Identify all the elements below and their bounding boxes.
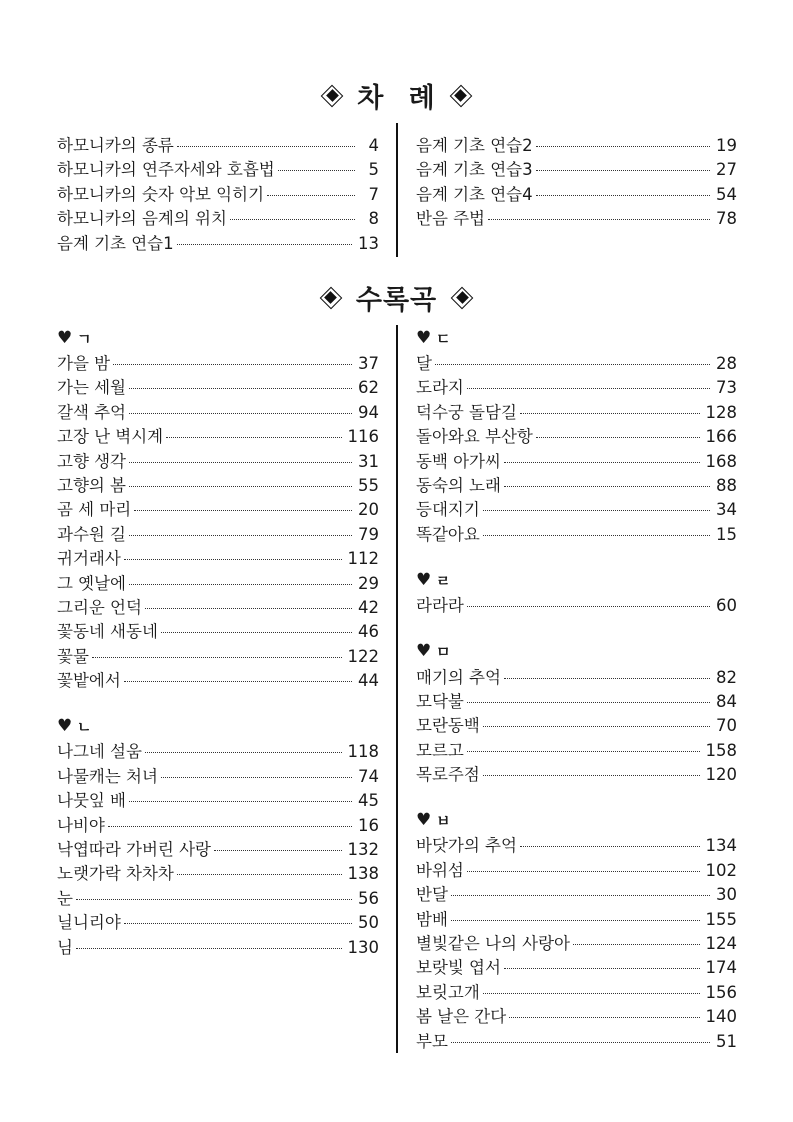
entry-title: 봄 날은 간다 (416, 1007, 507, 1027)
entry-title: 과수원 길 (57, 524, 127, 544)
page-number: 156 (705, 982, 737, 1002)
page-number: 51 (716, 1031, 737, 1051)
page-number: 130 (347, 937, 379, 957)
page-number: 132 (347, 840, 379, 860)
heart-icon: ♥ (416, 327, 432, 348)
entry-title: 음계 기초 연습1 (57, 233, 174, 253)
column-divider (396, 123, 398, 257)
dot-leader (161, 631, 352, 633)
page-number: 155 (705, 909, 737, 929)
entry-title: 닐니리야 (57, 913, 121, 933)
entry-title: 밤배 (416, 909, 448, 929)
entry-title: 부모 (416, 1031, 448, 1051)
dot-leader (483, 774, 700, 776)
group-heading (57, 714, 379, 738)
dot-leader (451, 919, 700, 921)
dot-leader (177, 145, 355, 147)
toc-entry[interactable] (57, 763, 379, 787)
heart-icon: ♥ (416, 569, 432, 590)
toc-entry[interactable] (57, 934, 379, 958)
page-number: 4 (368, 136, 379, 155)
page-number: 158 (705, 740, 737, 760)
entry-title: 가는 세월 (57, 378, 127, 398)
toc-entry[interactable] (416, 181, 737, 205)
heart-icon: ♥ (416, 641, 432, 662)
toc-entry[interactable] (416, 205, 737, 229)
page-number: 128 (705, 402, 737, 422)
dot-leader (129, 534, 352, 536)
diamond-icon (450, 85, 472, 107)
page-number: 82 (716, 667, 737, 687)
entry-title: 고향 생각 (57, 451, 127, 471)
page-number: 118 (347, 742, 379, 762)
group-initial: ㄴ (77, 717, 92, 736)
toc-entry[interactable] (57, 230, 379, 254)
entry-title: 고장 난 벽시계 (57, 427, 164, 447)
toc-entry[interactable] (57, 885, 379, 909)
dot-leader (129, 583, 352, 585)
dot-leader (124, 558, 342, 560)
entry-title: 꽃밭에서 (57, 671, 121, 691)
toc-entry[interactable] (416, 1003, 737, 1027)
dot-leader (483, 509, 710, 511)
toc-entry[interactable] (57, 836, 379, 860)
toc-entry[interactable] (416, 857, 737, 881)
page-number: 29 (358, 573, 379, 593)
page-number: 112 (347, 549, 379, 569)
page-number: 44 (358, 671, 379, 691)
entry-title: 곰 세 마리 (57, 500, 132, 520)
toc-entry[interactable] (416, 132, 737, 156)
toc-entry[interactable] (416, 930, 737, 954)
toc-entry[interactable] (57, 643, 379, 667)
dot-leader (483, 534, 710, 536)
dot-leader (504, 485, 710, 487)
entry-title: 매기의 추억 (416, 667, 501, 687)
toc-entry[interactable] (416, 832, 737, 856)
diamond-icon (320, 287, 342, 309)
dot-leader (129, 461, 352, 463)
entry-title: 바닷가의 추억 (416, 836, 517, 856)
entry-title: 별빛같은 나의 사랑아 (416, 934, 570, 954)
toc-entry[interactable] (57, 787, 379, 811)
toc-entry[interactable] (57, 472, 379, 496)
page-number: 37 (358, 354, 379, 373)
dot-leader (124, 922, 352, 924)
page-number: 70 (716, 716, 737, 736)
page-number: 88 (716, 475, 737, 495)
toc-entry[interactable] (57, 448, 379, 472)
dot-leader (278, 169, 355, 171)
toc-entry[interactable] (416, 1028, 737, 1052)
dot-leader (129, 387, 352, 389)
entry-title: 모란동백 (416, 716, 480, 736)
group-spacer (57, 691, 379, 714)
entry-title: 덕수궁 돌담길 (416, 402, 517, 422)
page-number: 60 (716, 596, 737, 616)
entry-title: 나비야 (57, 815, 105, 835)
dot-leader (76, 898, 352, 900)
toc-entry[interactable] (416, 979, 737, 1003)
group-initial: ㅂ (436, 811, 451, 830)
page-number: 140 (705, 1007, 737, 1027)
group-initial: ㅁ (436, 643, 451, 662)
toc-entry[interactable] (416, 374, 737, 398)
heart-icon: ♥ (57, 715, 73, 736)
entry-title: 동숙의 노래 (416, 475, 501, 495)
toc-entry[interactable] (416, 156, 737, 180)
group-spacer (416, 785, 737, 808)
page-number: 45 (358, 791, 379, 811)
entry-title: 그 옛날에 (57, 573, 127, 593)
dot-leader (483, 725, 710, 727)
page-number: 84 (716, 691, 737, 711)
toc-entry[interactable] (57, 496, 379, 520)
toc-entry[interactable] (57, 374, 379, 398)
dot-leader (435, 363, 710, 365)
page-number: 8 (368, 209, 379, 229)
toc-entry[interactable] (416, 350, 737, 374)
entry-title: 고향의 봄 (57, 475, 127, 495)
toc-entry[interactable] (57, 132, 379, 156)
dot-leader (124, 680, 352, 682)
dot-leader (536, 145, 710, 147)
dot-leader (483, 992, 700, 994)
dot-leader (467, 605, 710, 607)
entry-title: 나뭇잎 배 (57, 791, 127, 811)
page-number: 7 (368, 184, 379, 204)
page-number: 174 (705, 958, 737, 978)
toc-entry[interactable] (416, 954, 737, 978)
entry-title: 그리운 언덕 (57, 597, 142, 617)
dot-leader (467, 701, 710, 703)
toc-entry[interactable] (416, 423, 737, 447)
entry-title: 반달 (416, 885, 448, 905)
dot-leader (129, 485, 352, 487)
dot-leader (177, 873, 342, 875)
page-number: 78 (716, 209, 737, 229)
entry-title: 눈 (57, 888, 73, 908)
contents-right-column (416, 132, 737, 230)
page-number: 168 (705, 451, 737, 471)
songs-left-column (57, 326, 379, 958)
toc-entry[interactable] (57, 860, 379, 884)
toc-entry[interactable] (57, 156, 379, 180)
entry-title: 등대지기 (416, 500, 480, 520)
dot-leader (451, 894, 710, 896)
dot-leader (504, 677, 710, 679)
toc-entry[interactable] (416, 496, 737, 520)
toc-entry[interactable] (416, 737, 737, 761)
dot-leader (509, 1016, 699, 1018)
dot-leader (488, 218, 710, 220)
group-spacer (416, 545, 737, 568)
page-number: 20 (358, 500, 379, 520)
page-number: 56 (358, 888, 379, 908)
songs-title-text: 수록곡 (355, 285, 438, 316)
page-number: 116 (347, 427, 379, 447)
dot-leader (467, 387, 710, 389)
page-number: 54 (716, 184, 737, 204)
page-number: 16 (358, 815, 379, 835)
toc-entry[interactable] (416, 761, 737, 785)
group-initial: ㄱ (77, 329, 92, 348)
dot-leader (230, 218, 355, 220)
entry-title: 똑같아요 (416, 524, 480, 544)
entry-title: 노랫가락 차차차 (57, 864, 174, 884)
dot-leader (134, 509, 352, 511)
page-number: 15 (716, 524, 737, 544)
dot-leader (504, 967, 700, 969)
dot-leader (520, 412, 700, 414)
entry-title: 동백 아가씨 (416, 451, 501, 471)
page-number: 34 (716, 500, 737, 520)
dot-leader (536, 194, 710, 196)
page-number: 5 (368, 160, 379, 180)
toc-entry[interactable] (57, 738, 379, 762)
entry-title: 꽃동네 새동네 (57, 622, 158, 642)
entry-title: 귀거래사 (57, 549, 121, 569)
dot-leader (214, 849, 342, 851)
entry-title: 보랏빛 엽서 (416, 958, 501, 978)
group-heading (416, 808, 737, 832)
entry-title: 나그네 설움 (57, 742, 142, 762)
toc-entry[interactable] (57, 618, 379, 642)
dot-leader (536, 169, 710, 171)
page-number: 62 (358, 378, 379, 398)
dot-leader (145, 751, 342, 753)
page-number: 94 (358, 402, 379, 422)
group-initial: ㄷ (436, 329, 451, 348)
group-initial: ㄹ (436, 571, 451, 590)
diamond-icon (321, 85, 343, 107)
page-number: 50 (358, 913, 379, 933)
page-number: 55 (358, 475, 379, 495)
dot-leader (92, 656, 342, 658)
dot-leader (161, 776, 352, 778)
page-number: 27 (716, 160, 737, 180)
diamond-icon (451, 287, 473, 309)
dot-leader (573, 943, 700, 945)
column-divider (396, 325, 398, 1053)
dot-leader (267, 194, 355, 196)
entry-title: 갈색 추억 (57, 402, 127, 422)
group-spacer (416, 617, 737, 640)
entry-title: 하모니카의 음계의 위치 (57, 209, 227, 229)
toc-entry[interactable] (57, 205, 379, 229)
toc-entry[interactable] (57, 545, 379, 569)
entry-title: 모르고 (416, 740, 464, 760)
toc-entry[interactable] (416, 881, 737, 905)
toc-entry[interactable] (416, 472, 737, 496)
dot-leader (520, 845, 700, 847)
dot-leader (76, 947, 342, 949)
dot-leader (145, 607, 352, 609)
page-number: 124 (705, 934, 737, 954)
page-number: 138 (347, 864, 379, 884)
dot-leader (177, 243, 352, 245)
entry-title: 바위섬 (416, 860, 464, 880)
dot-leader (113, 363, 352, 365)
dot-leader (129, 800, 352, 802)
toc-entry[interactable] (57, 399, 379, 423)
entry-title: 반음 주법 (416, 209, 486, 229)
entry-title: 모닥불 (416, 691, 464, 711)
group-heading (416, 640, 737, 664)
toc-entry[interactable] (416, 664, 737, 688)
toc-entry[interactable] (57, 812, 379, 836)
entry-title: 나물캐는 처녀 (57, 766, 158, 786)
songs-right-column (416, 326, 737, 1052)
page-number: 134 (705, 836, 737, 856)
toc-entry[interactable] (416, 906, 737, 930)
group-heading (416, 568, 737, 592)
toc-entry[interactable] (416, 592, 737, 616)
entry-title: 꽃물 (57, 646, 89, 666)
toc-entry[interactable] (57, 350, 379, 374)
entry-title: 라라라 (416, 596, 464, 616)
toc-entry[interactable] (416, 712, 737, 736)
entry-title: 돌아와요 부산항 (416, 427, 533, 447)
page-number: 122 (347, 646, 379, 666)
group-heading (57, 326, 379, 350)
entry-title: 가을 밤 (57, 354, 111, 373)
entry-title: 음계 기초 연습3 (416, 160, 533, 180)
toc-entry[interactable] (57, 594, 379, 618)
contents-title-text: 차 례 (357, 83, 436, 114)
page-number: 73 (716, 378, 737, 398)
toc-entry[interactable] (416, 688, 737, 712)
toc-entry[interactable] (416, 399, 737, 423)
toc-entry[interactable] (416, 521, 737, 545)
toc-entry[interactable] (57, 570, 379, 594)
dot-leader (467, 870, 700, 872)
heart-icon: ♥ (416, 809, 432, 830)
entry-title: 도라지 (416, 378, 464, 398)
entry-title: 하모니카의 종류 (57, 136, 174, 155)
contents-title (0, 76, 793, 115)
page-number: 13 (358, 233, 379, 253)
dot-leader (129, 412, 352, 414)
page-number: 31 (358, 451, 379, 471)
entry-title: 달 (416, 354, 432, 373)
toc-entry[interactable] (57, 667, 379, 691)
toc-entry[interactable] (57, 423, 379, 447)
toc-entry[interactable] (57, 521, 379, 545)
page-number: 28 (716, 354, 737, 373)
toc-entry[interactable] (57, 909, 379, 933)
toc-entry[interactable] (57, 181, 379, 205)
page-number: 166 (705, 427, 737, 447)
toc-entry[interactable] (416, 448, 737, 472)
group-heading (416, 326, 737, 350)
entry-title: 목로주점 (416, 765, 480, 785)
page-number: 74 (358, 766, 379, 786)
dot-leader (536, 436, 700, 438)
dot-leader (467, 750, 700, 752)
entry-title: 하모니카의 연주자세와 호흡법 (57, 160, 275, 180)
page-number: 30 (716, 885, 737, 905)
entry-title: 보릿고개 (416, 982, 480, 1002)
entry-title: 음계 기초 연습2 (416, 136, 533, 155)
entry-title: 님 (57, 937, 73, 957)
songs-title (0, 278, 793, 317)
dot-leader (504, 461, 700, 463)
page-number: 79 (358, 524, 379, 544)
contents-left-column (57, 132, 379, 254)
entry-title: 낙엽따라 가버린 사랑 (57, 840, 211, 860)
dot-leader (108, 825, 352, 827)
dot-leader (166, 436, 341, 438)
entry-title: 음계 기초 연습4 (416, 184, 533, 204)
page-number: 46 (358, 622, 379, 642)
page-number: 120 (705, 765, 737, 785)
page-number: 19 (716, 136, 737, 155)
page-number: 42 (358, 597, 379, 617)
dot-leader (451, 1041, 710, 1043)
page-number: 102 (705, 860, 737, 880)
heart-icon: ♥ (57, 327, 73, 348)
entry-title: 하모니카의 숫자 악보 익히기 (57, 184, 265, 204)
